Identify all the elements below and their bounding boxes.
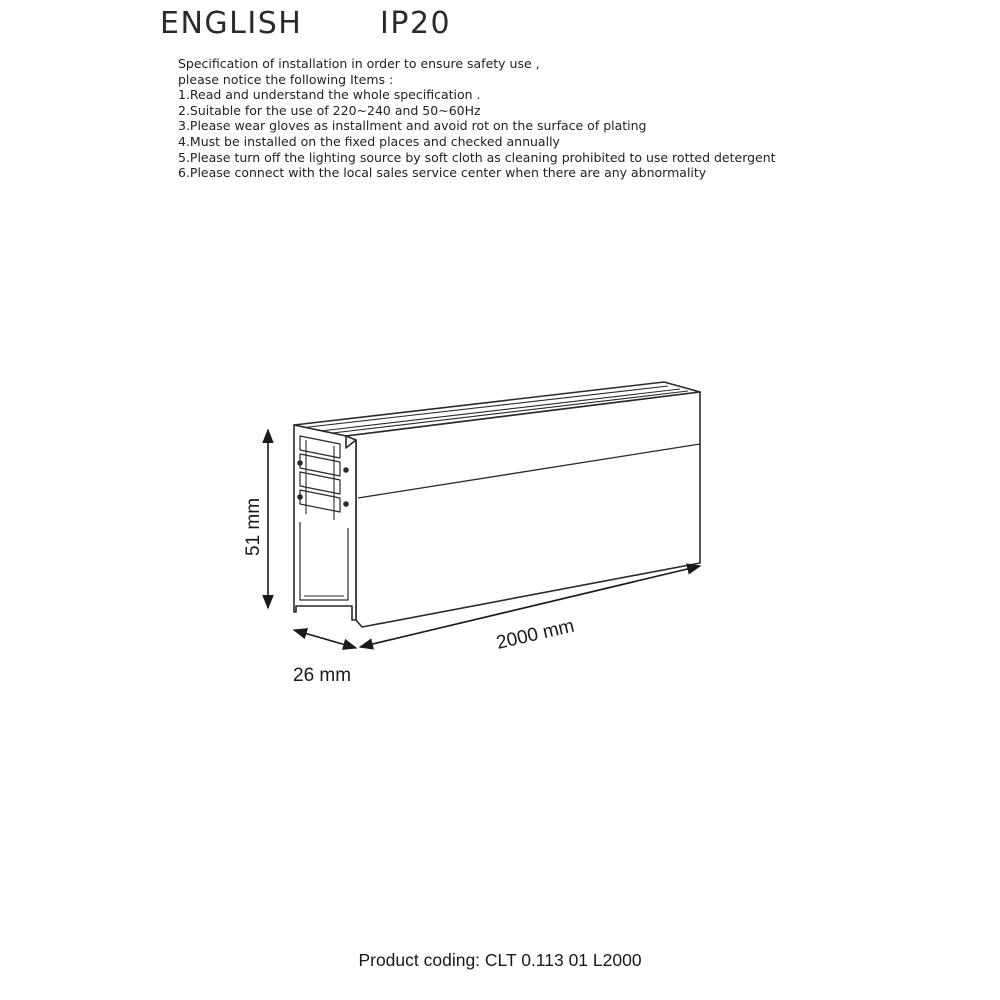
spec-item-4: 4.Must be installed on the fixed places and checked annually xyxy=(178,133,560,149)
spec-item-2: 2.Suitable for the use of 220~240 and 50~60Hz xyxy=(178,102,481,118)
height-label: 51 mm xyxy=(243,497,264,556)
width-dimension xyxy=(294,630,356,648)
language-title: ENGLISH xyxy=(160,6,303,41)
spec-item-6: 6.Please connect with the local sales service center when there are any abnormality xyxy=(178,165,707,181)
spec-item-5: 5.Please turn off the lighting source by soft cloth as cleaning prohibited to use rotted detergent xyxy=(178,149,776,165)
spec-item-3: 3.Please wear gloves as installment and avoid rot on the surface of plating xyxy=(178,118,647,134)
rail-contact-dot xyxy=(344,502,348,506)
rail-profile xyxy=(294,382,700,627)
ip-rating: IP20 xyxy=(380,6,452,41)
spec-intro-line: Specification of installation in order to ensure safety use , xyxy=(178,56,540,71)
spec-item-1: 1.Read and understand the whole specification . xyxy=(178,87,481,103)
product-coding: Product coding: CLT 0.113 01 L2000 xyxy=(358,950,642,970)
width-label: 26 mm xyxy=(293,665,352,686)
rail-contact-dot xyxy=(298,495,302,499)
spec-intro-line: please notice the following Items : xyxy=(178,71,394,87)
length-label: 2000 mm xyxy=(494,615,577,654)
rail-contact-dot xyxy=(344,468,348,472)
rail-contact-dot xyxy=(298,461,302,465)
